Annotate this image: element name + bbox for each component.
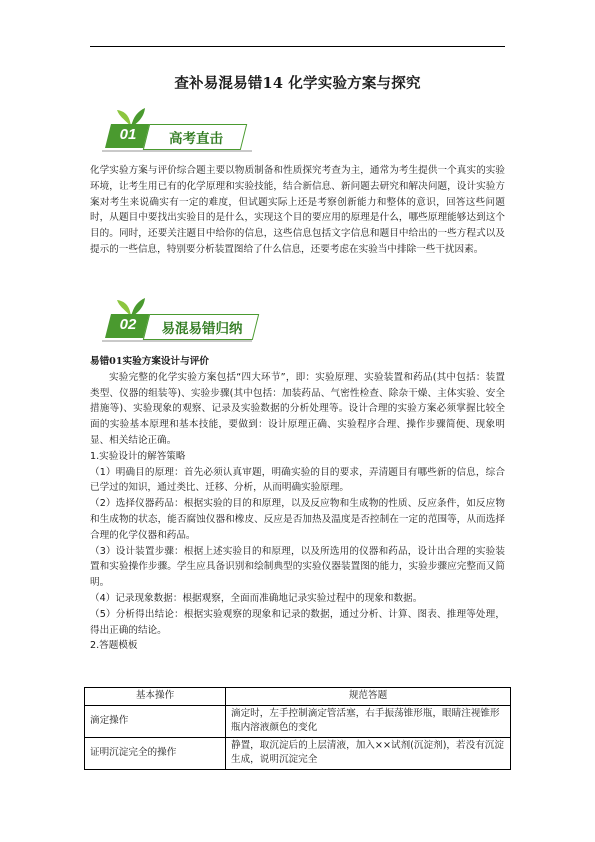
table-row (85, 737, 511, 769)
section-label: 易混易错归纳 (161, 321, 243, 337)
answer-template-table (84, 687, 511, 770)
strategy-item: （2）选择仪器药品：根据实验的目的和原理，以及反应物和生成物的性质、反应条件，如反应物和生成物的状态，能否腐蚀仪器和橡皮、反应是否加热及温度是否控制在一定的范围等，从而选择合理的化学仪器和药品。 (90, 498, 505, 541)
template-title: 2.答题模板 (90, 640, 138, 652)
table-row (85, 705, 511, 737)
table-cell: 静置，取沉淀后的上层清液，加入××试剂(沉淀剂)，若没有沉淀生成，说明沉淀完全 (226, 737, 511, 769)
strategy-item: （4）记录现象数据：根据观察，全面而准确地记录实验过程中的现象和数据。 (90, 592, 423, 604)
strategy-item: （1）明确目的原理：首先必须认真审题，明确实验的目的要求，弄清题目有哪些新的信息，综合已学过的知识，通过类比、迁移、分析，从而明确实验原理。 (90, 466, 505, 494)
section-number: 02 (119, 316, 137, 333)
section-header-1 (102, 106, 262, 154)
table-cell: 证明沉淀完全的操作 (85, 737, 226, 769)
section-header-2 (102, 296, 262, 344)
strategy-title: 1.实验设计的解答策略 (90, 450, 186, 462)
page-title: 查补易混易错14 化学实验方案与探究 (174, 75, 421, 92)
intro-text: 化学实验方案与评价综合题主要以物质制备和性质探究考查为主，通常为考生提供一个真实的实验环境，让考生用已有的化学原理和实验技能，结合新信息、新问题去研究和解决问题，设计实验方案对考生来说确实有一定的难度，但试题实际上还是考察创新能力和整体的意识，回答这些问题时，从题目中要找出实验目的是什么，实现这个目的要应用的原理是什么，哪些原理能够达到这个目的。同时，还要关注题目中给你的信息，这些信息包括文字信息和题目中给出的一些方程式以及提示的一些信息，特别要分析装置图给了什么信息，还要考虑在实验当中排除一些干扰因素。 (90, 165, 505, 255)
table-cell: 滴定操作 (85, 705, 226, 737)
section-label: 高考直击 (169, 131, 223, 147)
error1-intro: 实验完整的化学实验方案包括“四大环节”，即：实验原理、实验装置和药品(其中包括：装置类型、仪器的组装等)、实验步骤(其中包括：加装药品、气密性检查、除杂干燥、主体实验、安全措施等)、实验现象的观察、记录及实验数据的分析处理等。设计合理的实验方案必须掌握比较全面的实验基本原理和基本技能，要做到：设计原理正确、实验程序合理、操作步骤简便、现象明显、相关结论正确。 (90, 371, 505, 446)
section-underline (102, 150, 252, 152)
table-header-row (85, 688, 511, 706)
error1-block (90, 354, 505, 654)
section-number: 01 (119, 126, 137, 143)
top-rule (90, 46, 505, 47)
strategy-item: （5）分析得出结论：根据实验观察的现象和记录的数据，通过分析、计算、图表、推理等处理，得出正确的结论。 (90, 608, 505, 636)
table-header: 规范答题 (226, 688, 511, 706)
section-underline (102, 340, 252, 342)
error1-title: 易错01实验方案设计与评价 (90, 356, 209, 367)
strategy-item: （3）设计装置步骤：根据上述实验目的和原理，以及所选用的仪器和药品，设计出合理的实验装置和实验操作步骤。学生应具备识别和绘制典型的实验仪器装置图的能力，实验步骤应完整而又简明。 (90, 545, 505, 589)
table-cell: 滴定时，左手控制滴定管活塞，右手振荡锥形瓶，眼睛注视锥形瓶内溶液颜色的变化 (226, 705, 511, 737)
table-header: 基本操作 (85, 688, 226, 706)
intro-paragraph (90, 163, 505, 258)
